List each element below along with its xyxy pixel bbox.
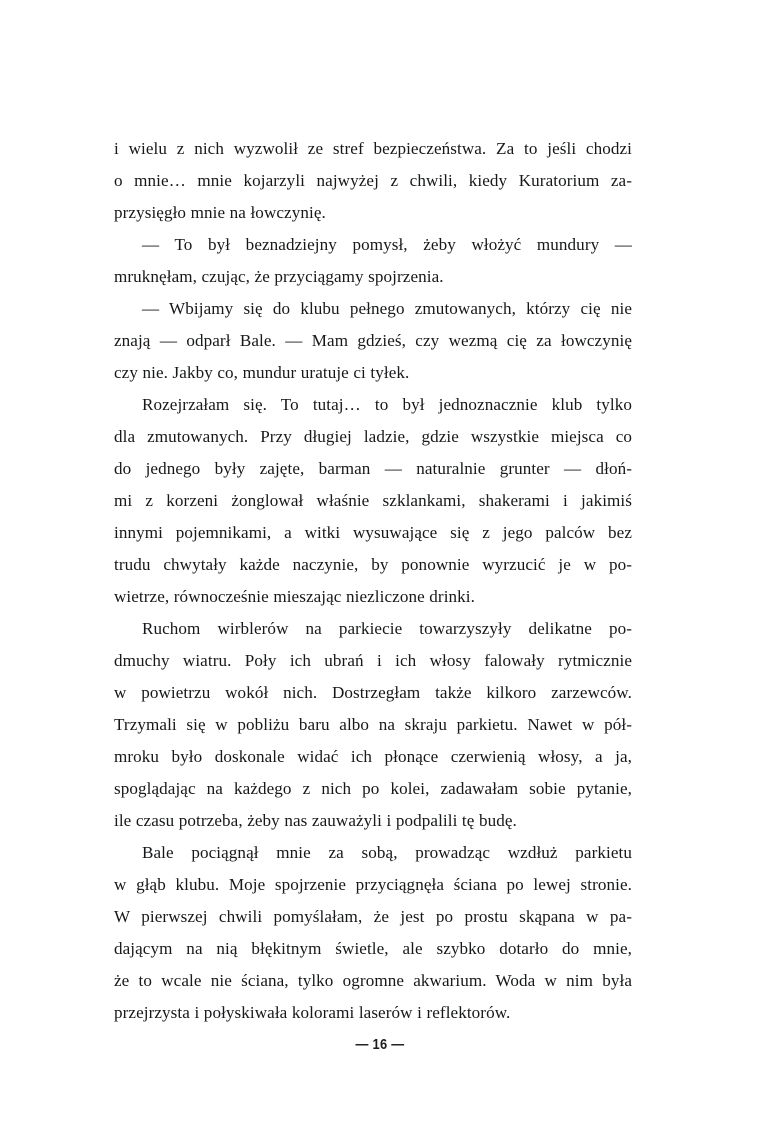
paragraph xyxy=(114,229,632,293)
text-line: i wielu z nich wyzwolił ze stref bezpieczeństwa. Za to jeśli chodzi xyxy=(114,139,632,158)
text-line: mroku było doskonale widać ich płonące czerwienią włosy, a ja, xyxy=(114,747,632,766)
text-line: że to wcale nie ściana, tylko ogromne akwarium. Woda w nim była xyxy=(114,971,632,990)
text-line: Trzymali się w pobliżu baru albo na skraju parkietu. Nawet w pół- xyxy=(114,715,632,734)
text-line: W pierwszej chwili pomyślałam, że jest po prostu skąpana w pa- xyxy=(114,907,632,926)
text-line: o mnie… mnie kojarzyli najwyżej z chwili, kiedy Kuratorium za- xyxy=(114,171,632,190)
text-line: przejrzysta i połyskiwała kolorami laserów i reflektorów. xyxy=(114,1003,511,1022)
text-line: Rozejrzałam się. To tutaj… to był jednoznacznie klub tylko xyxy=(142,395,632,414)
text-line: Ruchom wirblerów na parkiecie towarzyszyły delikatne po- xyxy=(142,619,632,638)
text-line: wietrze, równocześnie mieszając niezliczone drinki. xyxy=(114,587,475,606)
paragraph xyxy=(114,293,632,389)
text-line: dmuchy wiatru. Poły ich ubrań i ich włosy falowały rytmicznie xyxy=(114,651,632,670)
text-line: czy nie. Jakby co, mundur uratuje ci tyłek. xyxy=(114,363,410,382)
text-line: mi z korzeni żonglował właśnie szklankami, shakerami i jakimiś xyxy=(114,491,632,510)
text-line: mruknęłam, czując, że przyciągamy spojrzenia. xyxy=(114,267,444,286)
text-line: ile czasu potrzeba, żeby nas zauważyli i podpalili tę budę. xyxy=(114,811,517,830)
text-line: dla zmutowanych. Przy długiej ladzie, gdzie wszystkie miejsca co xyxy=(114,427,632,446)
text-line: trudu chwytały każde naczynie, by ponownie wyrzucić je w po- xyxy=(114,555,632,574)
text-line: innymi pojemnikami, a witki wysuwające się z jego palców bez xyxy=(114,523,632,542)
paragraph xyxy=(114,389,632,613)
page-text-block xyxy=(114,133,632,1029)
text-line: do jednego były zajęte, barman — naturalnie grunter — dłoń- xyxy=(114,459,632,478)
text-line: — Wbijamy się do klubu pełnego zmutowanych, którzy cię nie xyxy=(142,299,632,318)
page-number-folio: — 16 — xyxy=(355,1036,405,1053)
text-line: znają — odparł Bale. — Mam gdzieś, czy wezmą cię za łowczynię xyxy=(114,331,632,350)
paragraph xyxy=(114,837,632,1029)
text-line: Bale pociągnął mnie za sobą, prowadząc wzdłuż parkietu xyxy=(142,843,632,862)
paragraph xyxy=(114,613,632,837)
text-line: spoglądając na każdego z nich po kolei, zadawałam sobie pytanie, xyxy=(114,779,632,798)
text-line: dającym na nią błękitnym świetle, ale szybko dotarło do mnie, xyxy=(114,939,632,958)
paragraph xyxy=(114,133,632,229)
text-line: w głąb klubu. Moje spojrzenie przyciągnęła ściana po lewej stronie. xyxy=(114,875,632,894)
text-line: przysięgło mnie na łowczynię. xyxy=(114,203,326,222)
text-line: — To był beznadziejny pomysł, żeby włożyć mundury — xyxy=(142,235,632,254)
text-line: w powietrzu wokół nich. Dostrzegłam także kilkoro zarzewców. xyxy=(114,683,632,702)
